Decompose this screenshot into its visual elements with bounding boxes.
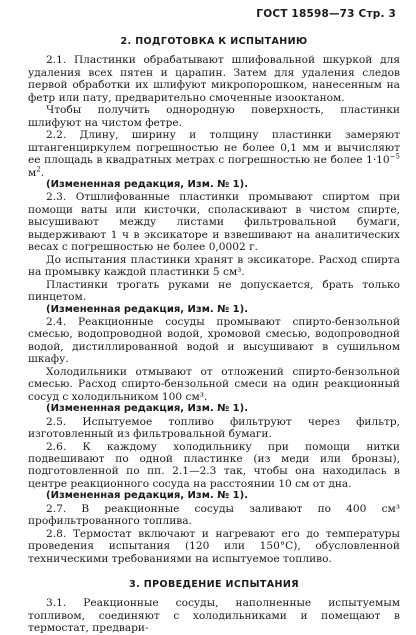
amendment-note-2: (Измененная редакция, Изм. № 1).	[46, 303, 249, 315]
paragraph-2-5: 2.5. Испытуемое топливо фильтруют через фильтр, изготовленный из фильтровальной бумаги.	[28, 415, 400, 441]
exponent: −5	[389, 152, 400, 161]
paragraph-2-4: 2.4. Реакционные сосуды промывают спирто-бензольной смесью, водопроводной водой, хромовой смесью, водопроводной водой, дистиллированной водой и высушивают в сушильном шкафу.	[28, 315, 400, 366]
paragraph-2-3-handling: Пластинки трогать руками не допускается, брать только пинцетом.	[28, 278, 400, 304]
paragraph-2-1-cont: Чтобы получить однородную поверхность, пластинки шлифуют на чистом фетре.	[28, 104, 400, 129]
square-exponent: 2	[36, 165, 41, 173]
section-title-test-procedure: 3. ПРОВЕДЕНИЕ ИСПЫТАНИЯ	[129, 579, 299, 591]
paragraph-2-3-storage: До испытания пластинки хранят в эксикаторе. Расход спирта на промывку каждой пластинки 5 см³.	[28, 253, 400, 279]
amendment-note-1: (Измененная редакция, Изм. № 1).	[46, 178, 249, 190]
paragraph-2-3: 2.3. Отшлифованные пластинки промывают спиртом при помощи ваты или кисточки, споласкивают в чистом спирте, высушивают между листами фильтровальной бумаги, выдерживают 1 ч в эксикаторе и взвешивают на аналитических весах с погрешностью не более 0,0002 г.	[28, 191, 400, 254]
amendment-note-3: (Измененная редакция, Изм. № 1).	[46, 403, 249, 415]
paragraph-2-4-condensers: Холодильники отмывают от отложений спирто-бензольной смесью. Расход спирто-бензольной смеси на один реакционный сосуд с холодильником 100 см³.	[28, 365, 400, 403]
amendment-note-4: (Измененная редакция, Изм. № 1).	[46, 490, 249, 502]
section-title-preparation: 2. ПОДГОТОВКА К ИСПЫТАНИЮ	[120, 36, 308, 47]
paragraph-2-6: 2.6. К каждому холодильнику при помощи нитки подвешивают по одной пластинке (из меди или бронзы), подготовленной по пп. 2.1—2.3 так, чтобы она находилась в центре реакционного сосуда на расстоянии 10 см от дна.	[28, 440, 400, 490]
paragraph-2-2-text: 2.2. Длину, ширину и толщину пластинки замеряют штангенциркулем погрешностью не более 0,1 мм и вычисляют ее площадь в квадратных метрах с погрешностью не более 1·10	[28, 129, 400, 167]
paragraph-2-8: 2.8. Термостат включают и нагревают его до температуры проведения испытания (120 или 150°С), обусловленной техническими требованиями на испытуемое топливо.	[28, 527, 400, 565]
period: .	[40, 166, 45, 179]
unit-text: м	[28, 166, 37, 179]
paragraph-2-1: 2.1. Пластинки обрабатывают шлифовальной шкуркой для удаления всех пятен и царапин. Затем для удаления следов первой обработки их шлифуют микропорошком, нанесенным на фетр или пату, предварительно смоченные изооктаном.	[28, 54, 400, 104]
running-header: ГОСТ 18598—73 Стр. 3	[256, 8, 396, 20]
paragraph-2-2	[28, 129, 400, 179]
paragraph-2-7: 2.7. В реакционные сосуды заливают по 400 см³ профильтрованного топлива.	[28, 502, 400, 528]
page-body	[28, 30, 400, 635]
paragraph-3-1: 3.1. Реакционные сосуды, наполненные испытуемым топливом, соединяют с холодильниками и помещают в термостат, предвари-	[28, 597, 400, 635]
